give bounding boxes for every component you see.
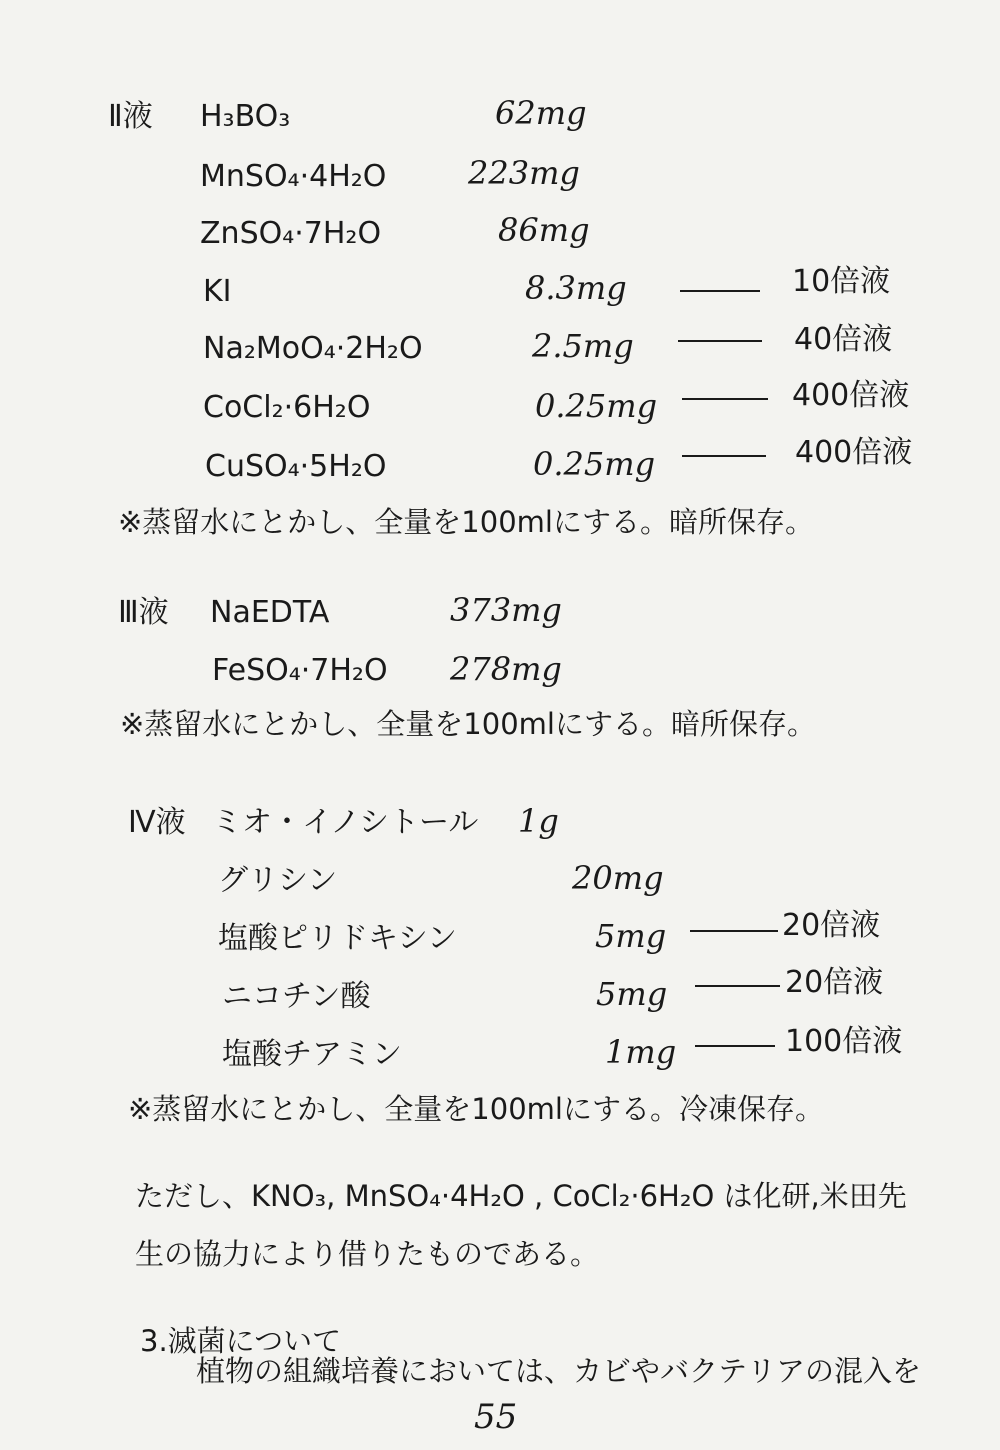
section4-row-5-amount: 1mg	[605, 1033, 677, 1071]
section3-label: Ⅲ液	[118, 595, 169, 630]
section2-row-2-amount: 223mg	[468, 154, 580, 192]
section4-row-5-dash	[695, 1045, 775, 1047]
section-next-heading: 3.滅菌について	[140, 1324, 342, 1358]
section4-note: ※蒸留水にとかし、全量を100mlにする。冷凍保存。	[128, 1092, 824, 1126]
section2-row-7-name: CuSO₄·5H₂O	[205, 449, 387, 484]
section2-row-6-name: CoCl₂·6H₂O	[203, 390, 371, 425]
section2-row-1-name: H₃BO₃	[200, 99, 291, 134]
section2-row-4-dilution: 10倍液	[792, 264, 891, 299]
section2-row-4-amount: 8.3mg	[525, 269, 627, 307]
section4-row-3-dilution: 20倍液	[782, 908, 881, 943]
section2-row-1-amount: 62mg	[495, 94, 587, 132]
section4-row-3-name: 塩酸ピリドキシン	[218, 921, 457, 956]
section3-row-1-amount: 373mg	[450, 591, 562, 629]
section2-row-5-dilution: 40倍液	[794, 322, 893, 357]
section2-row-6-dilution: 400倍液	[792, 378, 910, 413]
section2-row-7-dash	[682, 455, 766, 457]
section4-row-4-amount: 5mg	[596, 975, 668, 1013]
section4-row-1-amount: 1g	[518, 802, 559, 840]
section4-row-1-name: ミオ・イノシトール	[212, 805, 479, 840]
section2-label: Ⅱ液	[108, 99, 153, 134]
section2-row-7-dilution: 400倍液	[795, 435, 913, 470]
section-next-text: 植物の組織培養においては、カビやバクテリアの混入を	[196, 1354, 922, 1388]
section2-row-6-dash	[682, 398, 768, 400]
section3-row-1-name: NaEDTA	[210, 595, 330, 630]
section2-row-2-name: MnSO₄·4H₂O	[200, 159, 387, 194]
remark-line-2: 生の協力により借りたものである。	[135, 1237, 600, 1271]
section4-row-4-dilution: 20倍液	[785, 965, 884, 1000]
section4-label: Ⅳ液	[128, 805, 186, 840]
page-number: 55	[474, 1397, 518, 1437]
section4-row-3-amount: 5mg	[595, 917, 667, 955]
section2-row-3-name: ZnSO₄·7H₂O	[200, 216, 382, 251]
section4-row-5-name: 塩酸チアミン	[222, 1037, 402, 1072]
section2-row-4-dash	[680, 290, 760, 292]
section2-row-5-name: Na₂MoO₄·2H₂O	[203, 331, 423, 366]
section4-row-5-dilution: 100倍液	[785, 1024, 903, 1059]
section2-row-3-amount: 86mg	[498, 211, 590, 249]
section2-row-6-amount: 0.25mg	[535, 387, 658, 425]
section4-row-4-name: ニコチン酸	[222, 979, 371, 1014]
section2-note: ※蒸留水にとかし、全量を100mlにする。暗所保存。	[118, 505, 814, 539]
section2-row-4-name: KI	[203, 274, 232, 309]
section2-row-7-amount: 0.25mg	[533, 445, 656, 483]
section4-row-2-name: グリシン	[218, 863, 338, 898]
section2-row-5-amount: 2.5mg	[532, 327, 634, 365]
section4-row-2-amount: 20mg	[572, 859, 664, 897]
section4-row-3-dash	[690, 930, 778, 932]
section3-row-2-amount: 278mg	[450, 650, 562, 688]
section4-row-4-dash	[695, 985, 780, 987]
section3-note: ※蒸留水にとかし、全量を100mlにする。暗所保存。	[120, 707, 816, 741]
remark-line-1: ただし、KNO₃, MnSO₄·4H₂O , CoCl₂·6H₂O は化研,米田先	[135, 1179, 907, 1213]
section2-row-5-dash	[678, 340, 762, 342]
section3-row-2-name: FeSO₄·7H₂O	[212, 653, 388, 688]
